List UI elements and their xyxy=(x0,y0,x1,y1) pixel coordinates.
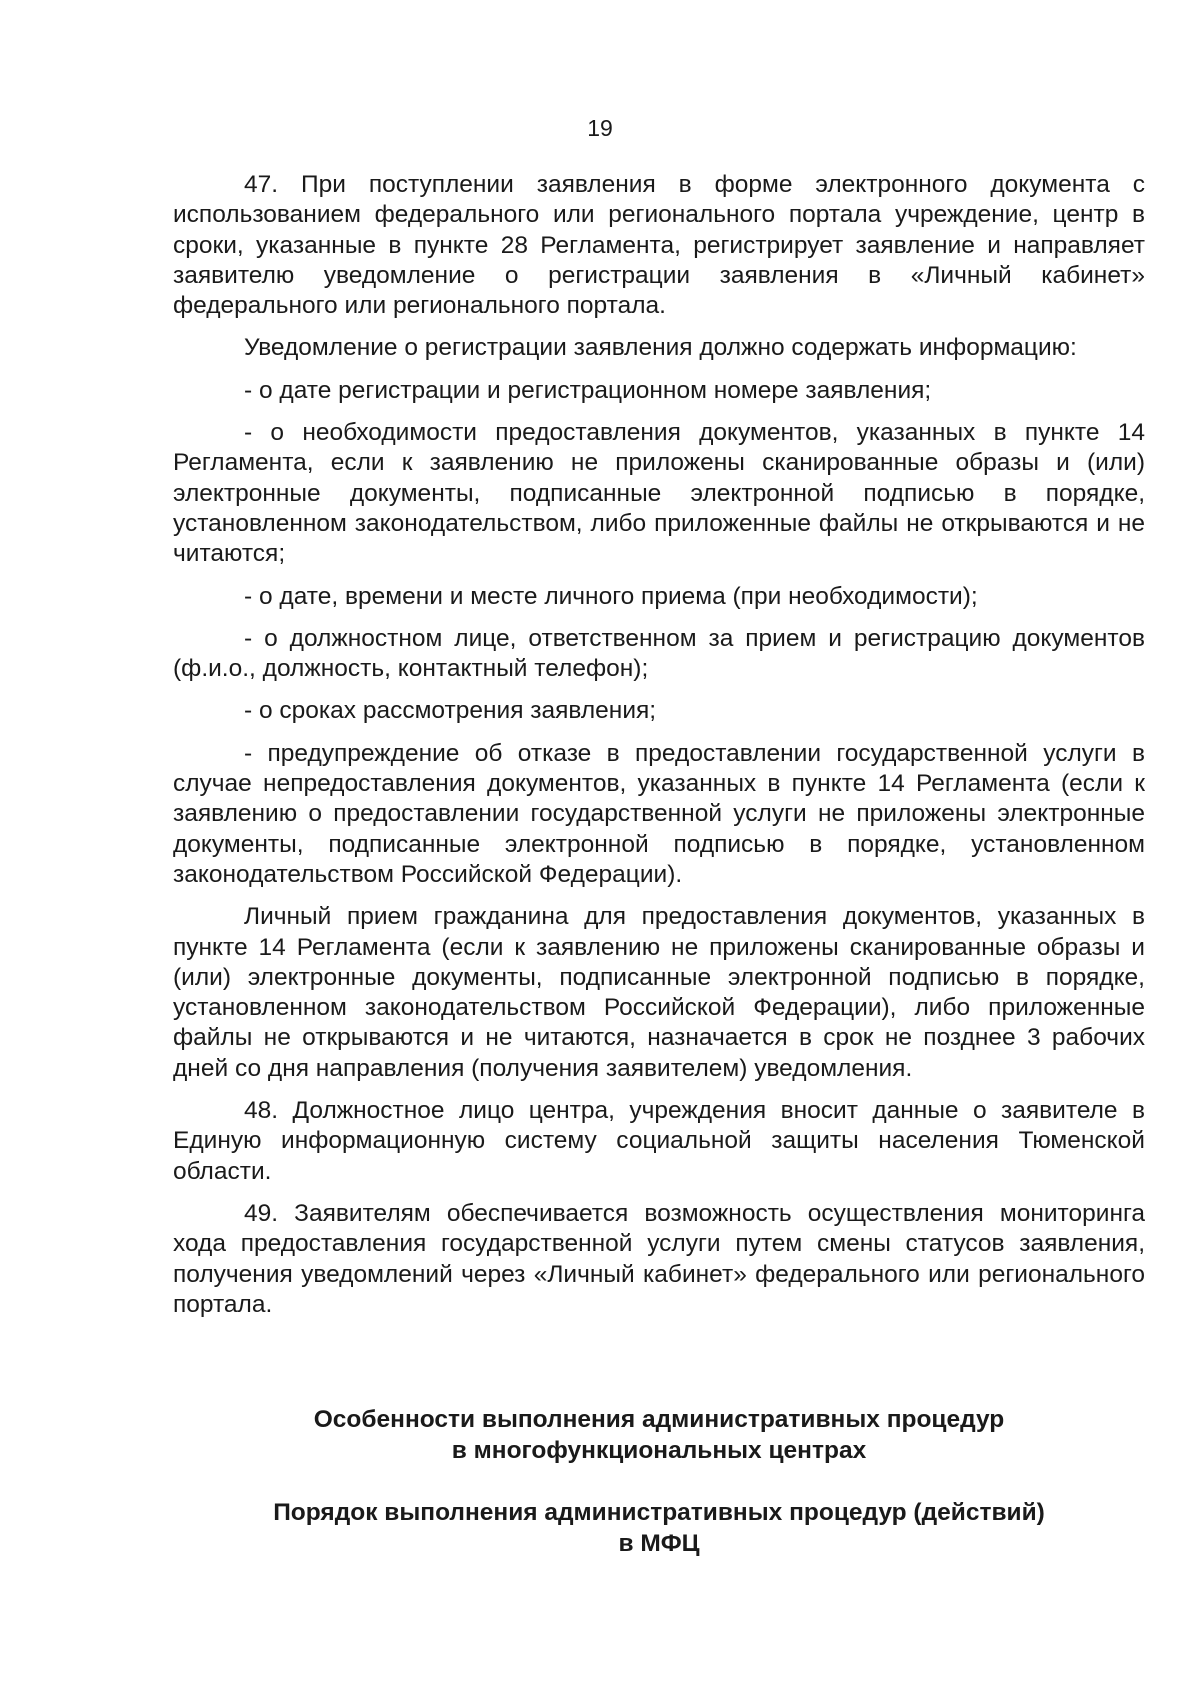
list-item-responsible-official: - о должностном лице, ответственном за прием и регистрацию документов (ф.и.о., должность, контактный телефон); xyxy=(173,624,1145,683)
paragraph-49: 49. Заявителям обеспечивается возможность осуществления мониторинга хода предоставления государственной услуги путем смены статусов заявления, получения уведомлений через «Личный кабинет» федерального или регионального портала. xyxy=(173,1199,1145,1318)
section-headings xyxy=(173,1405,1145,1591)
paragraph-notification-intro: Уведомление о регистрации заявления должно содержать информацию: xyxy=(244,334,1077,362)
list-item-registration-date: - о дате регистрации и регистрационном номере заявления; xyxy=(244,376,932,404)
body-text xyxy=(173,170,1145,1332)
list-item-review-terms: - о сроках рассмотрения заявления; xyxy=(244,697,657,725)
paragraph-47: 47. При поступлении заявления в форме электронного документа с использованием федерального или регионального портала учреждение, центр в сроки, указанные в пункте 28 Регламента, регистрирует заявление и направляет заявителю уведомление о регистрации заявления в «Личный кабинет» федерального или регионального портала. xyxy=(173,171,1145,320)
section-heading-mfc-procedure: Порядок выполнения административных процедур (действий) в МФЦ xyxy=(273,1499,1045,1557)
list-item-refusal-warning: - предупреждение об отказе в предоставлении государственной услуги в случае непредоставления документов, указанных в пункте 14 Регламента (если к заявлению о предоставлении государственной услуги не приложены электронные документы, подписанные электронной подписью в порядке, установленном законодательством Российской Федерации). xyxy=(173,739,1145,888)
list-item-documents-required: - о необходимости предоставления документов, указанных в пункте 14 Регламента, если к заявлению не приложены сканированные образы и (или) электронные документы, подписанные электронной подписью в порядке, установленном законодательством, либо приложенные файлы не открываются и не читаются; xyxy=(173,419,1145,568)
paragraph-48: 48. Должностное лицо центра, учреждения вносит данные о заявителе в Единую информационную систему социальной защиты населения Тюменской области. xyxy=(173,1097,1145,1185)
page-number: 19 xyxy=(587,115,613,141)
list-item-personal-reception: - о дате, времени и месте личного приема (при необходимости); xyxy=(244,582,978,610)
paragraph-personal-reception: Личный прием гражданина для предоставления документов, указанных в пункте 14 Регламента (если к заявлению не приложены сканированные образы и (или) электронные документы, подписанные электронной подписью в порядке, установленном законодательством Российской Федерации), либо приложенные файлы не открываются и не читаются, назначается в срок не позднее 3 рабочих дней со дня направления (получения заявителем) уведомления. xyxy=(173,903,1145,1082)
section-heading-mfc-features: Особенности выполнения административных процедур в многофункциональных центрах xyxy=(313,1406,1005,1464)
